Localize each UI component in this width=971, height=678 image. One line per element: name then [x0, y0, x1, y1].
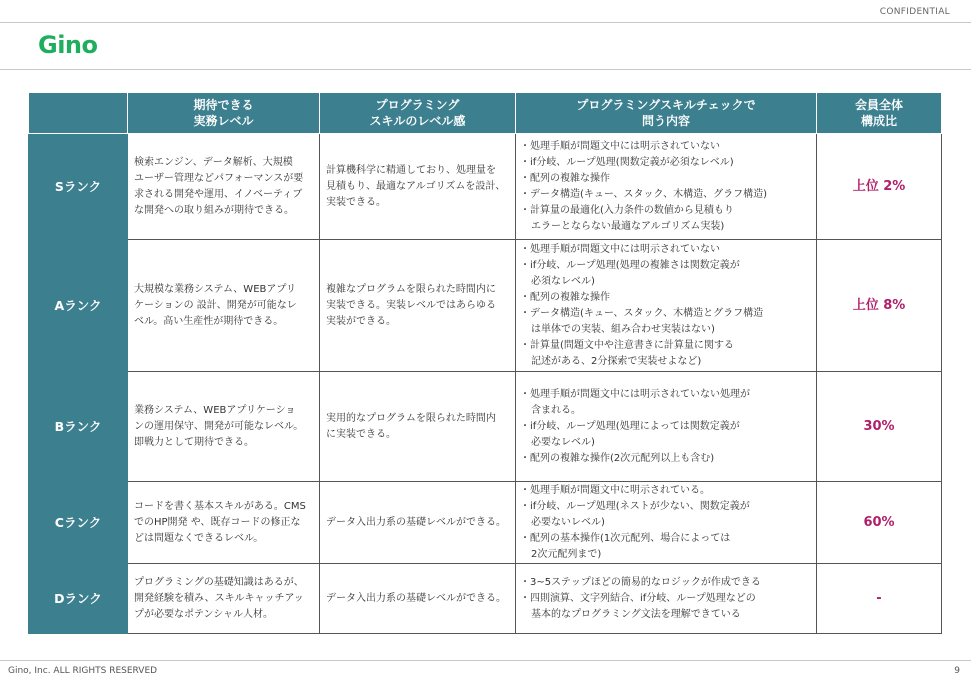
gino-logo: Gino	[38, 31, 98, 59]
member-ratio-cell: 60%	[817, 482, 942, 564]
practical-level-cell: 大規模な業務システム、WEBアプリ ケーションの 設計、開発が可能なレ ベル。高い生産性が期待できる。	[128, 240, 320, 372]
table-row-s	[29, 134, 942, 240]
copyright-text: Gino, Inc. ALL RIGHTS RESERVED	[8, 666, 158, 676]
member-ratio-cell: -	[817, 564, 942, 634]
header-divider	[0, 22, 971, 23]
logo-divider	[0, 69, 971, 70]
rank-label: Cランク	[29, 482, 128, 564]
member-ratio-cell: 30%	[817, 372, 942, 482]
skill-level-cell: データ入出力系の基礎レベルができる。	[320, 482, 516, 564]
practical-level-cell: 検索エンジン、データ解析、大規模 ユーザー管理などパフォーマンスが要 求される開発や運用、イノベーティブ な開発への取り組みが期待できる。	[128, 134, 320, 240]
table-row-d	[29, 564, 942, 634]
check-content-cell: ・処理手順が問題文中には明示されていない ・if分岐、ループ処理(関数定義が必須なレベル) ・配列の複雑な操作 ・データ構造(キュー、スタック、木構造、グラフ構造) ・計算量の最適化(入力条件の数値から見積もり エラーとならない最適なアルゴリズム実装)	[516, 134, 817, 240]
skill-level-cell: 複雑なプログラムを限られた時間内に 実装できる。実装レベルではあらゆる 実装ができる。	[320, 240, 516, 372]
check-content-cell: ・処理手順が問題文中には明示されていない処理が 含まれる。 ・if分岐、ループ処理(処理によっては関数定義が 必要なレベル) ・配列の複雑な操作(2次元配列以上も含む)	[516, 372, 817, 482]
member-ratio-cell: 上位 8%	[817, 240, 942, 372]
header-skill-level: プログラミング スキルのレベル感	[320, 93, 516, 134]
rank-label: Dランク	[29, 564, 128, 634]
member-ratio-cell: 上位 2%	[817, 134, 942, 240]
rank-table	[28, 92, 942, 634]
check-content-cell: ・処理手順が問題文中には明示されていない ・if分岐、ループ処理(処理の複雑さは関数定義が 必須なレベル) ・配列の複雑な操作 ・データ構造(キュー、スタック、木構造とグラフ構造 は単体での実装、組み合わせ実装はない) ・計算量(問題文中や注意書きに計算量に関する 記述がある、2分探索で実装せよなど)	[516, 240, 817, 372]
practical-level-cell: 業務システム、WEBアプリケーショ ンの運用保守、開発が可能なレベル。 即戦力として期待できる。	[128, 372, 320, 482]
check-content-cell: ・3~5ステップほどの簡易的なロジックが作成できる ・四則演算、文字列結合、if分岐、ループ処理などの 基本的なプログラミング文法を理解できている	[516, 564, 817, 634]
table-row-b	[29, 372, 942, 482]
table-row-c	[29, 482, 942, 564]
rank-label: Aランク	[29, 240, 128, 372]
header-member-ratio: 会員全体 構成比	[817, 93, 942, 134]
table-row-a	[29, 240, 942, 372]
practical-level-cell: コードを書く基本スキルがある。CMS でのHP開発 や、既存コードの修正な どは問題なくできるレベル。	[128, 482, 320, 564]
check-content-cell: ・処理手順が問題文中に明示されている。 ・if分岐、ループ処理(ネストが少ない、関数定義が 必要ないレベル) ・配列の基本操作(1次元配列、場合によっては 2次元配列まで)	[516, 482, 817, 564]
rank-label: Bランク	[29, 372, 128, 482]
table-header-row	[29, 93, 942, 134]
header-check-content: プログラミングスキルチェックで 問う内容	[516, 93, 817, 134]
rank-label: Sランク	[29, 134, 128, 240]
confidential-label: CONFIDENTIAL	[879, 7, 950, 17]
skill-level-cell: 計算機科学に精通しており、処理量を 見積もり、最適なアルゴリズムを設計、 実装できる。	[320, 134, 516, 240]
header-practical-level: 期待できる 実務レベル	[128, 93, 320, 134]
footer-divider	[0, 660, 971, 661]
practical-level-cell: プログラミングの基礎知識はあるが、 開発経験を積み、スキルキャッチアッ プが必要なポテンシャル人材。	[128, 564, 320, 634]
skill-level-cell: データ入出力系の基礎レベルができる。	[320, 564, 516, 634]
header-rank	[29, 93, 128, 134]
skill-level-cell: 実用的なプログラムを限られた時間内 に実装できる。	[320, 372, 516, 482]
page-number: 9	[954, 666, 960, 676]
